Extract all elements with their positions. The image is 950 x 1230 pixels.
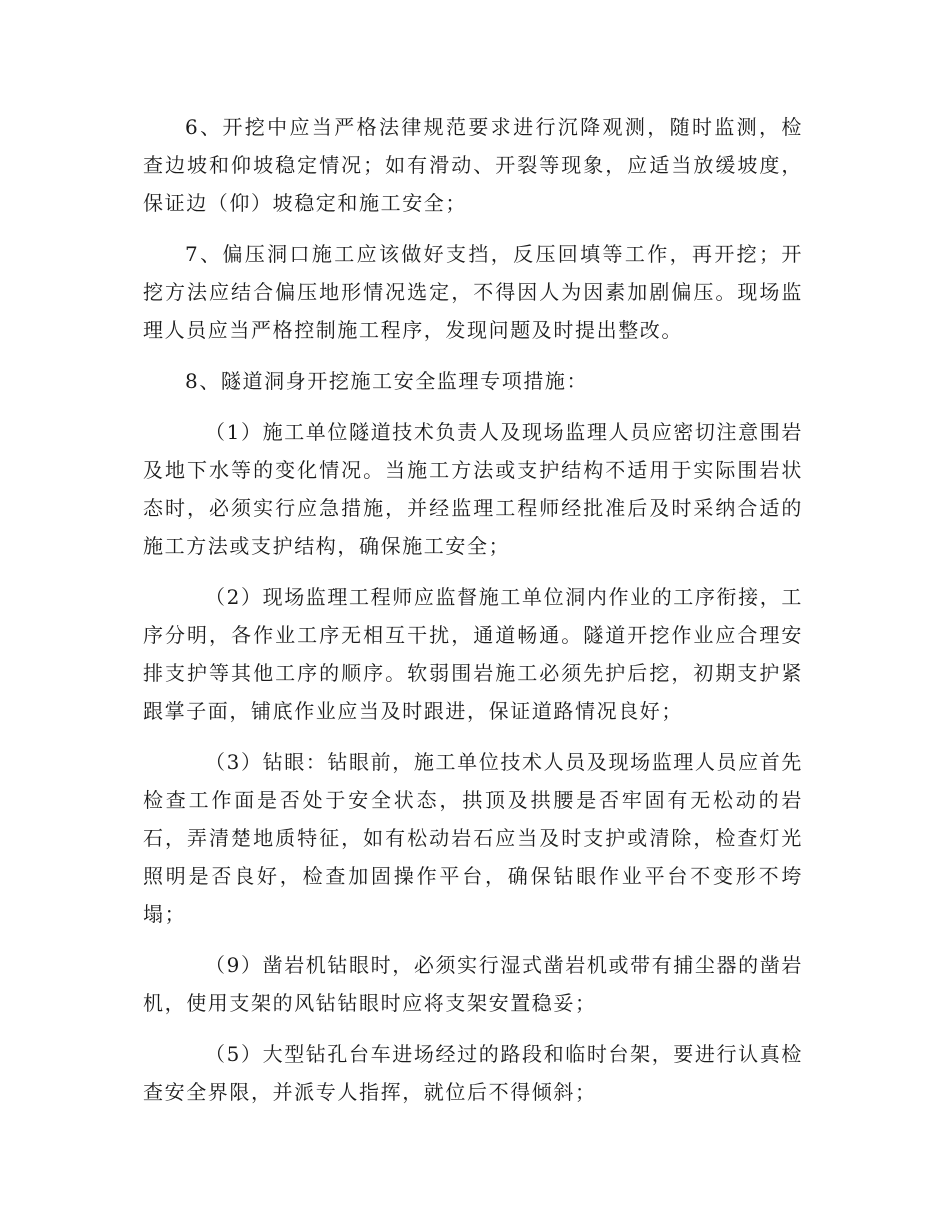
paragraph-8-heading: 8、隧道洞身开挖施工安全监理专项措施： (185, 369, 589, 393)
paragraph-8-5: （5）大型钻孔台车进场经过的路段和临时台架，要进行认真检查安全界限，并派专人指挥，就位后不得倾斜； (143, 1042, 803, 1104)
paragraph-8-1: （1）施工单位隧道技术负责人及现场监理人员应密切注意围岩及地下水等的变化情况。当施工方法或支护结构不适用于实际围岩状态时，必须实行应急措施，并经监理工程师经批准后及时采纳合适的施工方法或支护结构，确保施工安全； (143, 420, 803, 558)
paragraph-8-2: （2）现场监理工程师应监督施工单位洞内作业的工序衔接，工序分明，各作业工序无相互干扰，通道畅通。隧道开挖作业应合理安排支护等其他工序的顺序。软弱围岩施工必须先护后挖，初期支护紧跟掌子面，铺底作业应当及时跟进，保证道路情况良好； (143, 585, 803, 723)
paragraph-8-3: （3）钻眼：钻眼前，施工单位技术人员及现场监理人员应首先检查工作面是否处于安全状态，拱顶及拱腰是否牢固有无松动的岩石，弄清楚地质特征，如有松动岩石应当及时支护或清除，检查灯光照明是否良好，检查加固操作平台，确保钻眼作业平台不变形不垮塌； (143, 750, 803, 926)
paragraph-6-slope-monitoring: 6、开挖中应当严格法律规范要求进行沉降观测，随时监测，检查边坡和仰坡稳定情况；如有滑动、开裂等现象，应适当放缓坡度，保证边（仰）坡稳定和施工安全； (143, 115, 803, 215)
paragraph-7-bias-portal: 7、偏压洞口施工应该做好支挡，反压回填等工作，再开挖；开挖方法应结合偏压地形情况选定，不得因人为因素加剧偏压。现场监理人员应当严格控制施工程序，发现问题及时提出整改。 (143, 242, 803, 342)
document-page (143, 108, 803, 1124)
paragraph-8-9: （9）凿岩机钻眼时，必须实行湿式凿岩机或带有捕尘器的凿岩机，使用支架的风钻钻眼时应将支架安置稳妥； (143, 953, 803, 1015)
